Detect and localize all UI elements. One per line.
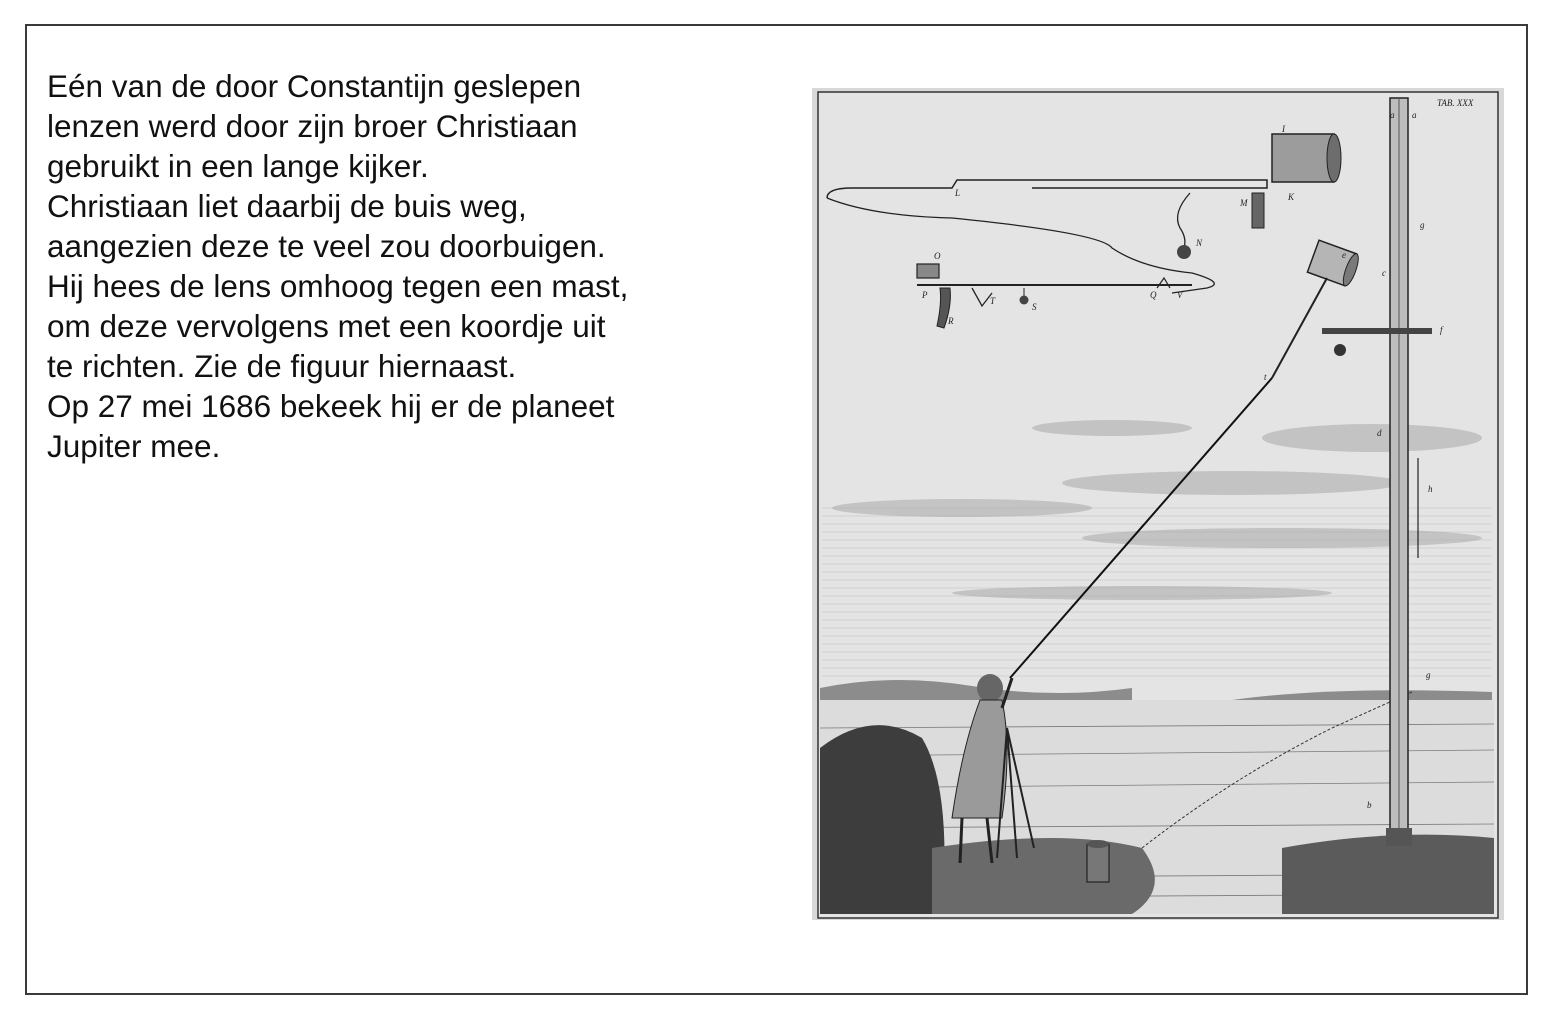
text-line: Jupiter mee. bbox=[47, 428, 221, 464]
letter-N: N bbox=[1196, 238, 1203, 248]
bushes-left bbox=[820, 725, 945, 914]
letter-e: e bbox=[1342, 250, 1346, 260]
text-line: Op 27 mei 1686 bekeek hij er de planeet bbox=[47, 388, 615, 424]
mast-base bbox=[1386, 828, 1412, 846]
bushes-right bbox=[1282, 835, 1494, 914]
text-line: om deze vervolgens met een koordje uit bbox=[47, 308, 606, 344]
text-line: aangezien deze te veel zou doorbuigen. bbox=[47, 228, 606, 264]
text-line: gebruikt in een lange kijker. bbox=[47, 148, 429, 184]
letter-b: b bbox=[1367, 800, 1372, 810]
text-line: Eén van de door Constantijn geslepen bbox=[47, 68, 582, 104]
letter-M: M bbox=[1240, 198, 1248, 208]
plate-label: TAB. XXX bbox=[1437, 98, 1474, 108]
text-line: te richten. Zie de figuur hiernaast. bbox=[47, 348, 517, 384]
description-text bbox=[47, 66, 747, 466]
letter-a1: a bbox=[1390, 110, 1395, 120]
letter-Q: Q bbox=[1150, 290, 1157, 300]
letter-c: c bbox=[1382, 268, 1386, 278]
letter-O: O bbox=[934, 251, 941, 261]
letter-S: S bbox=[1032, 302, 1037, 312]
letter-V: V bbox=[1177, 290, 1183, 300]
letter-h: h bbox=[1428, 484, 1433, 494]
text-line: lenzen werd door zijn broer Christiaan bbox=[47, 108, 578, 144]
aerial-telescope-engraving bbox=[812, 88, 1504, 920]
letter-g1: g bbox=[1420, 220, 1425, 230]
lens-crossbar bbox=[1322, 328, 1432, 334]
text-line: Christiaan liet daarbij de buis weg, bbox=[47, 188, 527, 224]
letter-d: d bbox=[1377, 428, 1382, 438]
letter-a2: a bbox=[1412, 110, 1417, 120]
letter-P: P bbox=[922, 290, 928, 300]
letter-I: I bbox=[1282, 124, 1285, 134]
letter-T: T bbox=[990, 296, 996, 306]
lantern bbox=[1087, 844, 1109, 882]
letter-L: L bbox=[955, 188, 961, 198]
text-line: Hij hees de lens omhoog tegen een mast, bbox=[47, 268, 629, 304]
letter-t: t bbox=[1264, 372, 1267, 382]
letter-g2: g bbox=[1426, 670, 1431, 680]
letter-R: R bbox=[948, 316, 954, 326]
letter-K: K bbox=[1288, 192, 1295, 202]
letter-f: f bbox=[1440, 325, 1443, 335]
